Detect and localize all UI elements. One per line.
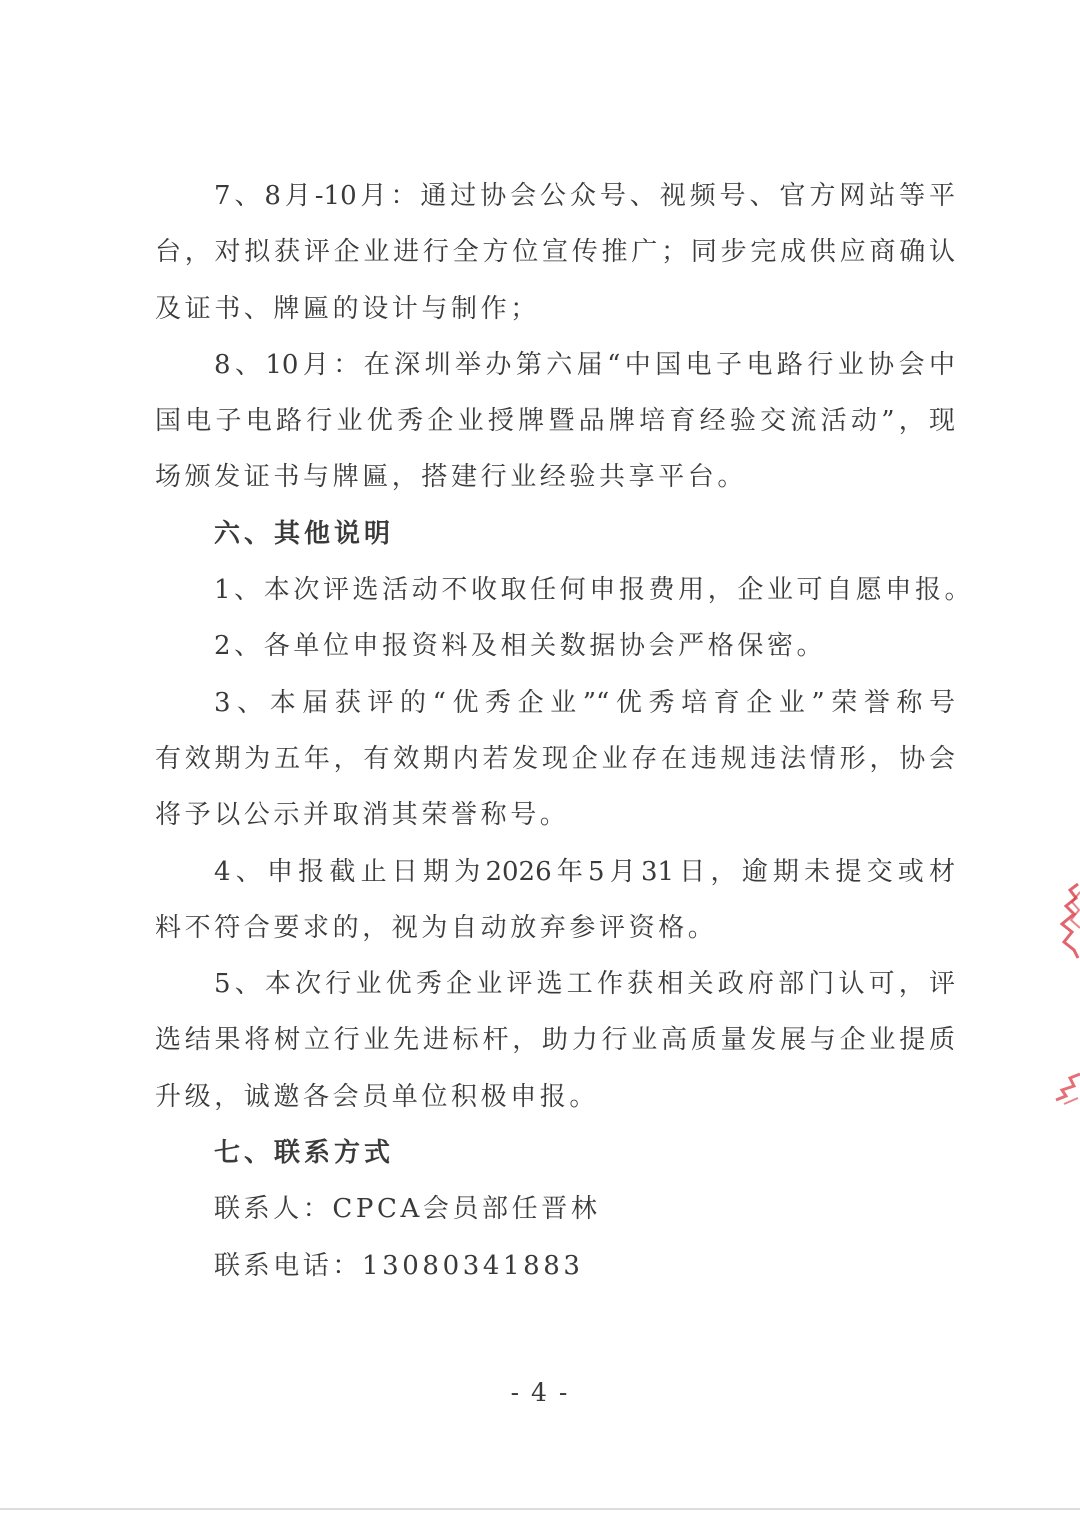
item-8-line-1: 8、10月：在深圳举办第六届“中国电子电路行业协会中 [214, 349, 955, 380]
section-heading-contact: 七、联系方式 [214, 1138, 395, 1169]
item-7-line-2: 台，对拟获评企业进行全方位宣传推广；同步完成供应商确认 [155, 237, 955, 268]
note-2: 2、各单位申报资料及相关数据协会严格保密。 [214, 631, 827, 662]
note-4-line-1: 4、申报截止日期为2026年5月31日，逾期未提交或材 [214, 856, 955, 887]
item-8-line-2: 国电子电路行业优秀企业授牌暨品牌培育经验交流活动”，现 [155, 406, 955, 437]
note-3-line-2: 有效期为五年，有效期内若发现企业存在违规违法情形，协会 [155, 743, 955, 774]
note-4-line-2: 料不符合要求的，视为自动放弃参评资格。 [155, 912, 718, 943]
seal-fragment-upper [1052, 880, 1080, 960]
note-3-line-1: 3、本届获评的“优秀企业”“优秀培育企业”荣誉称号 [214, 687, 955, 718]
section-heading-other-notes: 六、其他说明 [214, 518, 395, 549]
note-3-line-3: 将予以公示并取消其荣誉称号。 [155, 800, 570, 831]
note-5-line-3: 升级，诚邀各会员单位积极申报。 [155, 1081, 600, 1112]
contact-person: 联系人：CPCA会员部任晋林 [214, 1194, 601, 1225]
note-5-line-2: 选结果将树立行业先进标杆，助力行业高质量发展与企业提质 [155, 1025, 955, 1056]
page-number: - 4 - [510, 1378, 570, 1407]
seal-fragment-lower [1052, 1070, 1080, 1106]
note-1: 1、本次评选活动不收取任何申报费用，企业可自愿申报。 [214, 575, 975, 606]
item-7-line-3: 及证书、牌匾的设计与制作； [155, 293, 540, 324]
document-body [155, 168, 975, 1294]
scan-edge-line [0, 1508, 1080, 1510]
contact-phone: 联系电话：13080341883 [214, 1250, 584, 1281]
item-8-line-3: 场颁发证书与牌匾，搭建行业经验共享平台。 [155, 462, 748, 493]
item-7-line-1: 7、8月-10月：通过协会公众号、视频号、官方网站等平 [214, 181, 955, 211]
note-5-line-1: 5、本次行业优秀企业评选工作获相关政府部门认可，评 [214, 969, 955, 1000]
